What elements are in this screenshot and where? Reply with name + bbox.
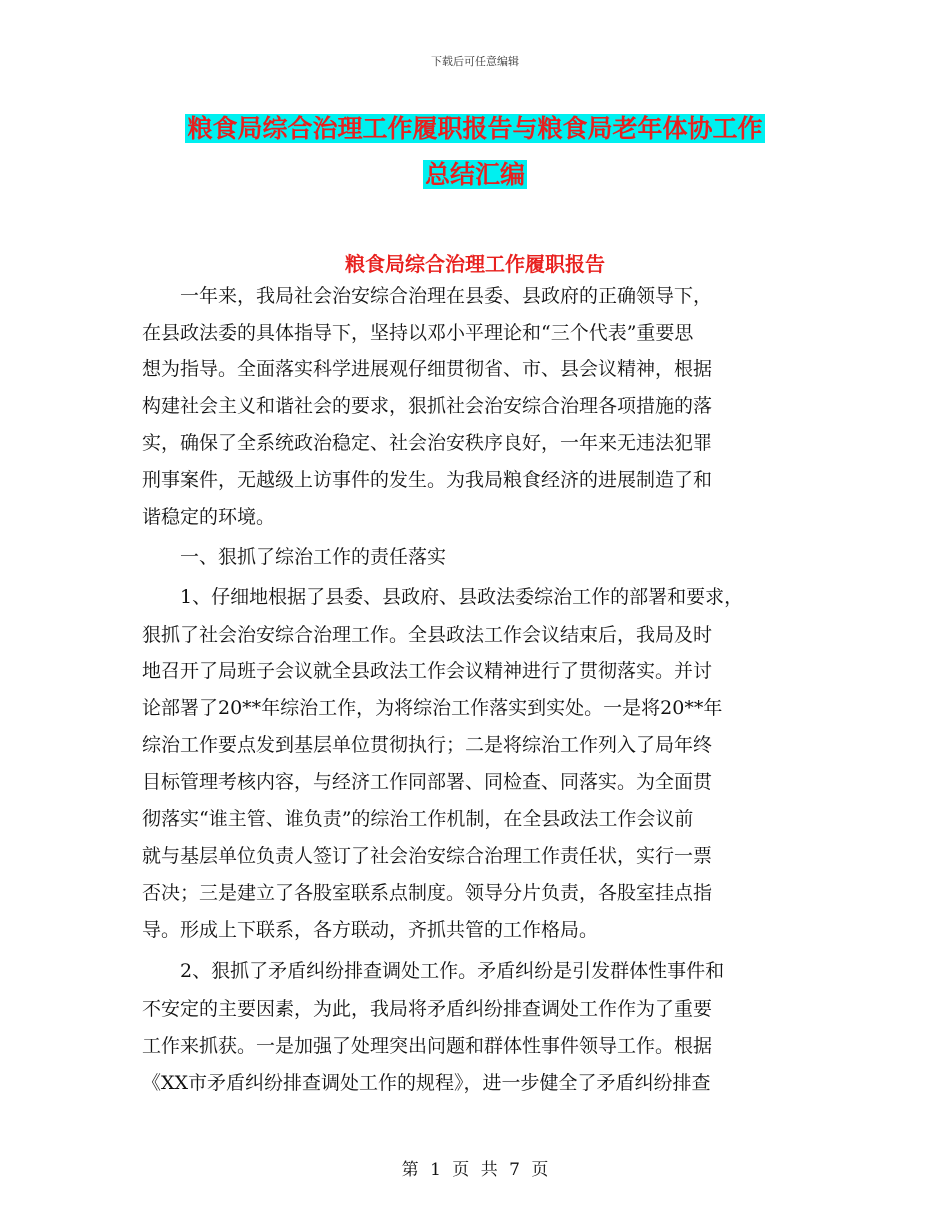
body-line: 彻落实“谁主管、谁负责”的综治工作机制，在全县政法工作会议前 [142,808,694,830]
body-line: 导。形成上下联系，各方联动，齐抓共管的工作格局。 [142,919,599,941]
body-line: 刑事案件，无越级上访事件的发生。为我局粮食经济的进展制造了和 [142,469,713,491]
main-title-line-2 [0,157,950,193]
body-line: 目标管理考核内容，与经济工作同部署、同检查、同落实。为全面贯 [142,771,713,793]
section-heading: 一、狠抓了综治工作的责任落实 [142,546,447,568]
body-line: 地召开了局班子会议就全县政法工作会议精神进行了贯彻落实。并讨 [142,660,713,682]
body-line: 构建社会主义和谐社会的要求，狠抓社会治安综合治理各项措施的落 [142,395,713,417]
body-line: 想为指导。全面落实科学进展观仔细贯彻省、市、县会议精神，根据 [142,358,713,380]
body-line: 综治工作要点发到基层单位贯彻执行；二是将综治工作列入了局年终 [142,734,713,756]
body-line: 《XX市矛盾纠纷排查调处工作的规程》，进一步健全了矛盾纠纷排查 [142,1072,711,1094]
page-footer: 第 1 页 共 7 页 [401,1160,549,1180]
body-line: 就与基层单位负责人签订了社会治安综合治理工作责任状，实行一票 [142,845,713,867]
body-line: 1、仔细地根据了县委、县政府、县政法委综治工作的部署和要求， [142,586,744,608]
body-line: 工作来抓获。一是加强了处理突出问题和群体性事件领导工作。根据 [142,1035,713,1057]
body-line: 不安定的主要因素，为此，我局将矛盾纠纷排查调处工作作为了重要 [142,998,713,1020]
body-line: 狠抓了社会治安综合治理工作。全县政法工作会议结束后，我局及时 [142,624,713,646]
main-title-text-1: 粮食局综合治理工作履职报告与粮食局老年体协工作 [187,114,763,143]
header-note: 下载后可任意编辑 [431,55,519,68]
body-line: 一年来，我局社会治安综合治理在县委、县政府的正确领导下， [142,285,713,307]
body-line: 谐稳定的环境。 [142,506,276,528]
body-line: 否决；三是建立了各股室联系点制度。领导分片负责，各股室挂点指 [142,882,713,904]
body-line: 在县政法委的具体指导下，坚持以邓小平理论和“三个代表”重要思 [142,322,694,344]
main-title-line-1 [0,111,950,147]
body-line: 2、狠抓了矛盾纠纷排查调处工作。矛盾纠纷是引发群体性事件和 [142,960,725,982]
section-title: 粮食局综合治理工作履职报告 [345,252,605,276]
body-line: 实，确保了全系统政治稳定、社会治安秩序良好，一年来无违法犯罪 [142,432,713,454]
body-line: 论部署了20**年综治工作，为将综治工作落实到实处。一是将20**年 [142,697,723,719]
main-title-text-2: 总结汇编 [424,160,525,189]
